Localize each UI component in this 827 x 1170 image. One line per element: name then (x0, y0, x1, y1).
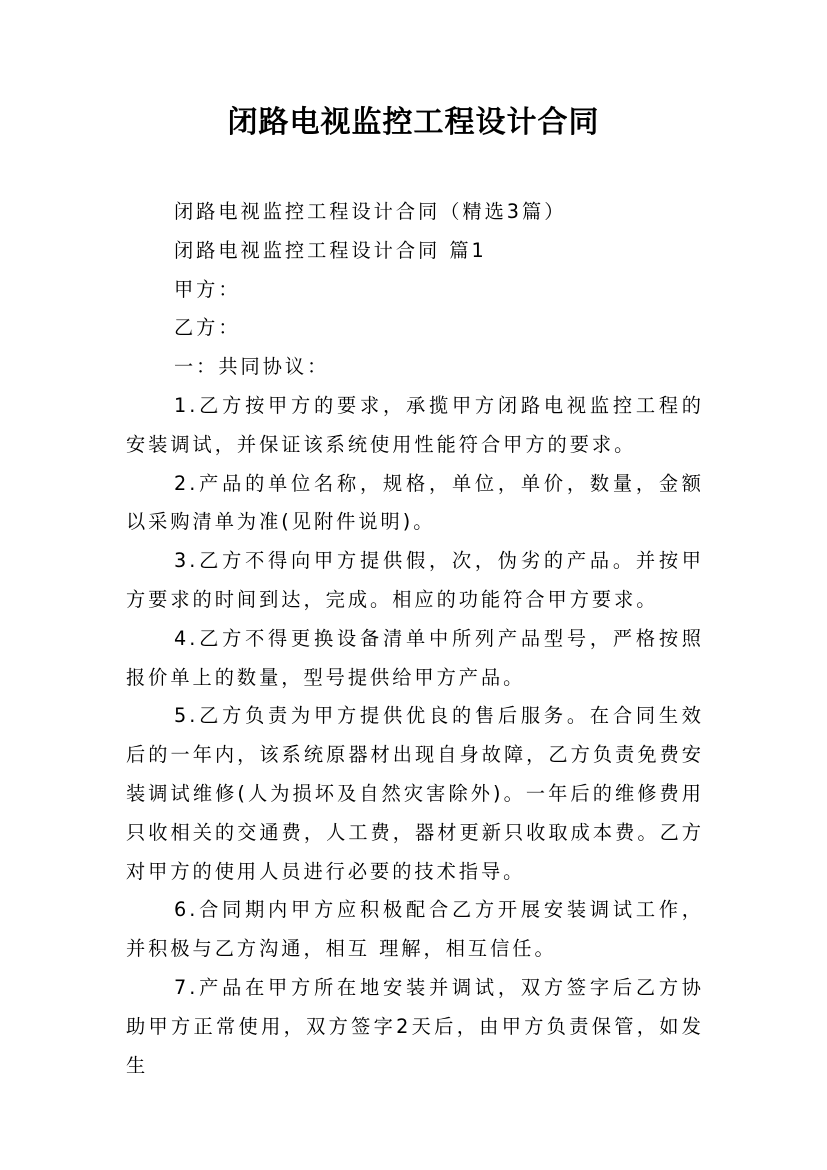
paragraph-clause-1: 1.乙方按甲方的要求，承揽甲方闭路电视监控工程的安装调试，并保证该系统使用性能符合甲方的要求。 (126, 393, 704, 456)
paragraph-party-b: 乙方： (174, 316, 241, 340)
paragraph-clause-5: 5.乙方负责为甲方提供优良的售后服务。在合同生效后的一年内，该系统原器材出现自身故障，乙方负责免费安装调试维修(人为损坏及自然灾害除外)。一年后的维修费用只收相关的交通费，人工费，器材更新只收取成本费。乙方对甲方的使用人员进行必要的技术指导。 (126, 704, 704, 883)
paragraph-clause-6: 6.合同期内甲方应积极配合乙方开展安装调试工作，并积极与乙方沟通，相互 理解，相互信任。 (126, 898, 704, 961)
paragraph-clause-2: 2.产品的单位名称，规格，单位，单价，数量，金额以采购清单为准(见附件说明)。 (126, 471, 704, 534)
paragraph-subtitle: 闭路电视监控工程设计合同（精选3篇） (174, 200, 567, 223)
paragraph-clause-3: 3.乙方不得向甲方提供假，次，伪劣的产品。并按甲方要求的时间到达，完成。相应的功能符合甲方要求。 (126, 549, 704, 611)
document-title: 闭路电视监控工程设计合同 (227, 105, 600, 140)
paragraph-clause-4: 4.乙方不得更换设备清单中所列产品型号，严格按照报价单上的数量，型号提供给甲方产品。 (126, 626, 704, 689)
paragraph-party-a: 甲方： (174, 277, 241, 301)
paragraph-clause-7: 7.产品在甲方所在地安装并调试，双方签字后乙方协助甲方正常使用，双方签字2天后，由甲方负责保管，如发生 (126, 975, 704, 1077)
document-body (126, 193, 704, 1085)
paragraph-agreement-heading: 一：共同协议： (174, 355, 330, 379)
paragraph-section-heading: 闭路电视监控工程设计合同 篇1 (174, 238, 487, 262)
